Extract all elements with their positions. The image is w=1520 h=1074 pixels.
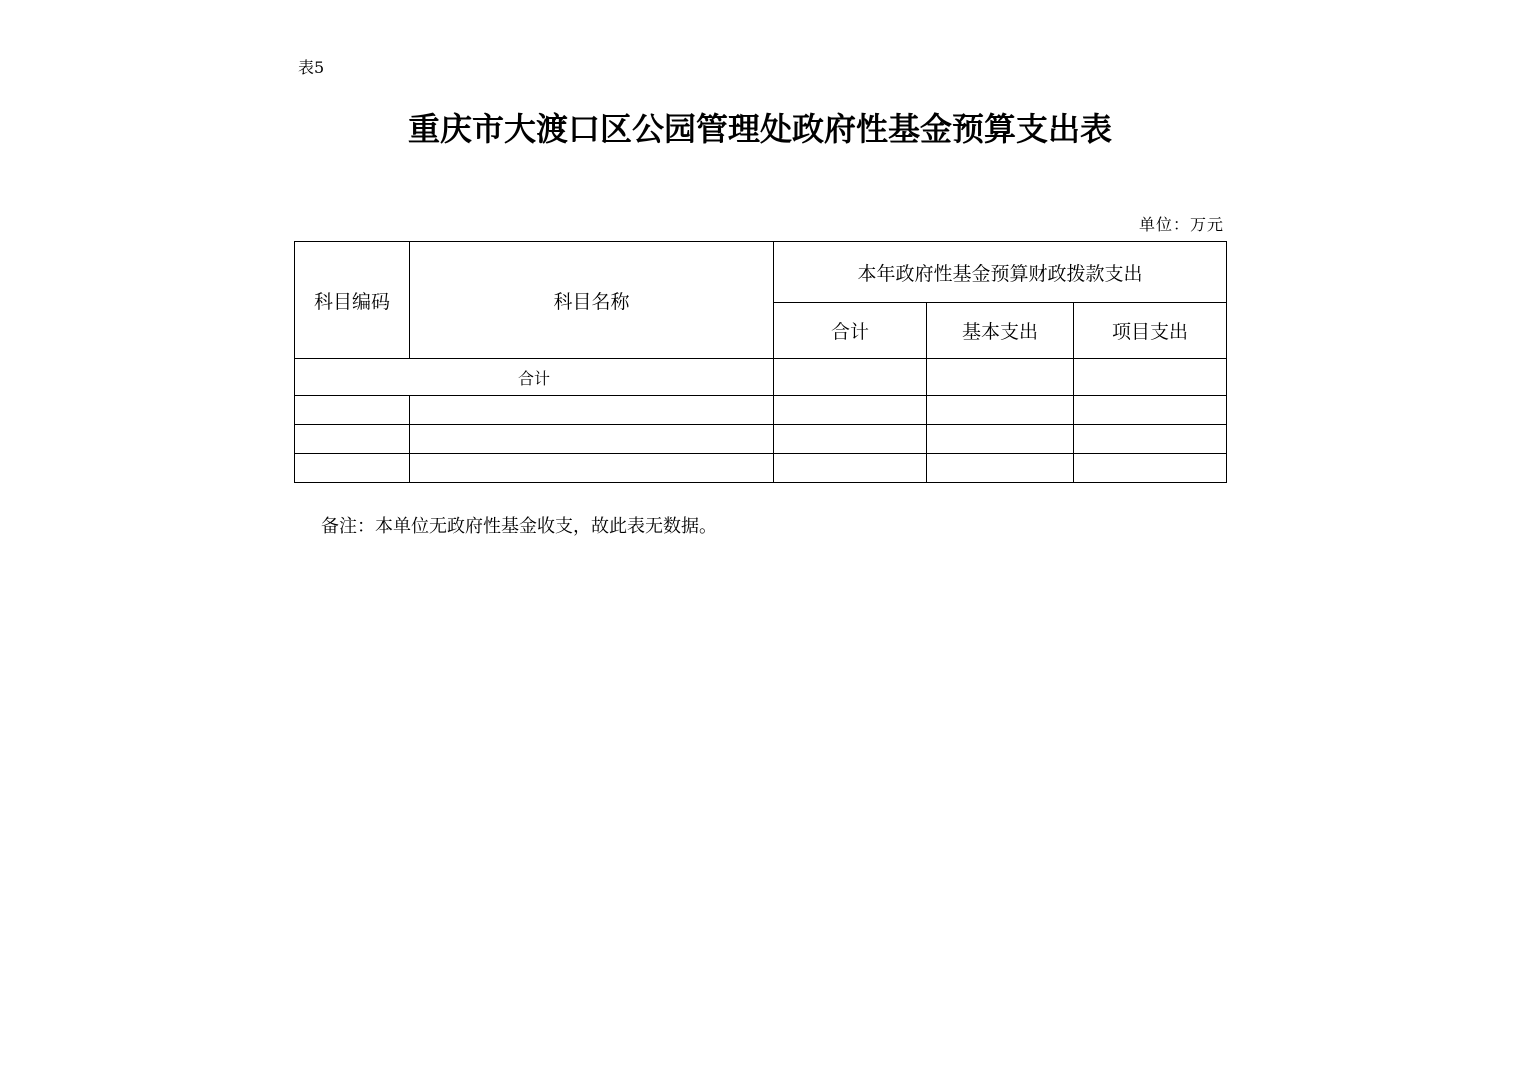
row-project — [1074, 454, 1227, 483]
row-total — [774, 396, 927, 425]
row-project — [1074, 425, 1227, 454]
row-basic — [927, 454, 1074, 483]
total-row-label: 合计 — [295, 359, 774, 396]
table-row — [295, 425, 1227, 454]
total-row-total — [774, 359, 927, 396]
header-group: 本年政府性基金预算财政拨款支出 — [774, 242, 1227, 303]
total-row-basic — [927, 359, 1074, 396]
header-name: 科目名称 — [410, 242, 774, 359]
table-number: 表5 — [298, 58, 325, 77]
row-total — [774, 454, 927, 483]
row-basic — [927, 425, 1074, 454]
row-project — [1074, 396, 1227, 425]
row-name — [410, 454, 774, 483]
unit-label: 单位：万元 — [1138, 215, 1224, 234]
row-name — [410, 396, 774, 425]
row-code — [295, 454, 410, 483]
row-code — [295, 425, 410, 454]
header-code: 科目编码 — [295, 242, 410, 359]
header-row-1 — [295, 242, 1227, 303]
row-basic — [927, 396, 1074, 425]
row-code — [295, 396, 410, 425]
total-row — [295, 359, 1227, 396]
row-name — [410, 425, 774, 454]
header-total: 合计 — [774, 303, 927, 359]
total-row-project — [1074, 359, 1227, 396]
footnote: 备注：本单位无政府性基金收支，故此表无数据。 — [321, 516, 717, 537]
table-row — [295, 454, 1227, 483]
header-project: 项目支出 — [1074, 303, 1227, 359]
header-basic: 基本支出 — [927, 303, 1074, 359]
row-total — [774, 425, 927, 454]
page-title: 重庆市大渡口区公园管理处政府性基金预算支出表 — [407, 110, 1112, 148]
budget-table — [294, 241, 1227, 483]
table-row — [295, 396, 1227, 425]
